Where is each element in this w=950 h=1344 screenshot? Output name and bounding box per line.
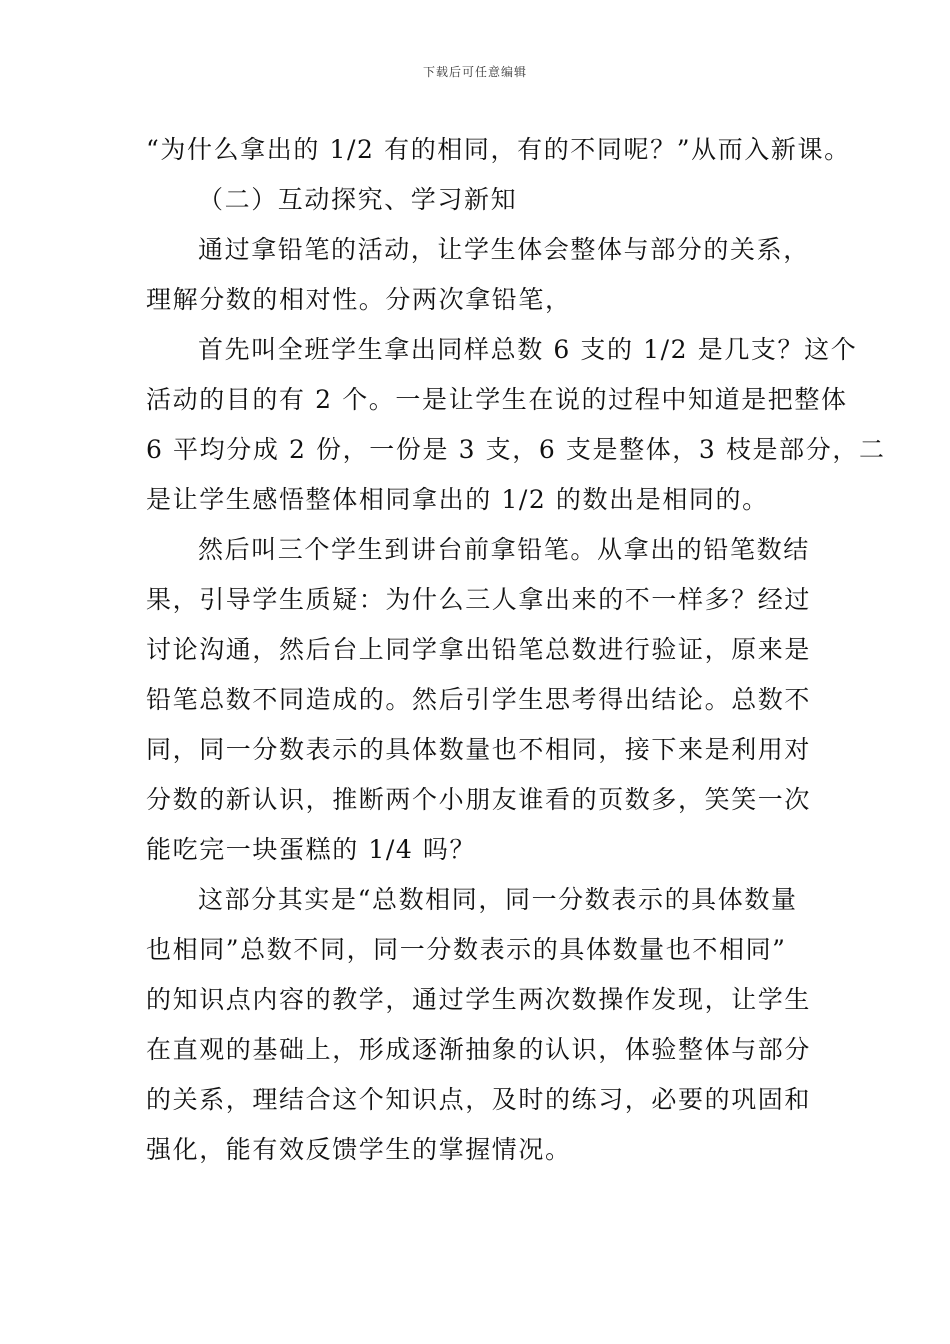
text-line-17: 也相同”总数不同，同一分数表示的具体数量也不相同”	[146, 935, 787, 964]
text-line-13: 同，同一分数表示的具体数量也不相同，接下来是利用对	[146, 735, 812, 764]
text-line-4: 理解分数的相对性。分两次拿铅笔，	[146, 285, 572, 314]
text-line-19: 在直观的基础上，形成逐渐抽象的认识，体验整体与部分	[146, 1035, 812, 1064]
text-line-3: 通过拿铅笔的活动，让学生体会整体与部分的关系，	[198, 235, 810, 264]
text-line-18: 的知识点内容的教学，通过学生两次数操作发现，让学生	[146, 985, 812, 1014]
text-line-7: 6 平均分成 2 份，一份是 3 支，6 支是整体，3 枝是部分，二	[146, 435, 886, 464]
section-heading: （二）互动探究、学习新知	[198, 185, 518, 214]
text-line-16: 这部分其实是“总数相同，同一分数表示的具体数量	[198, 885, 798, 914]
text-line-6: 活动的目的有 2 个。一是让学生在说的过程中知道是把整体	[146, 385, 848, 414]
text-line-15: 能吃完一块蛋糕的 1/4 吗？	[146, 835, 477, 864]
text-line-20: 的关系，理结合这个知识点，及时的练习，必要的巩固和	[146, 1085, 812, 1114]
text-line-9: 然后叫三个学生到讲台前拿铅笔。从拿出的铅笔数结	[198, 535, 810, 564]
text-line-10: 果，引导学生质疑：为什么三人拿出来的不一样多？经过	[146, 585, 812, 614]
page-header: 下载后可任意编辑	[422, 65, 527, 79]
text-line-1: “为什么拿出的 1/2 有的相同，有的不同呢？”从而入新课。	[146, 135, 851, 164]
text-line-12: 铅笔总数不同造成的。然后引学生思考得出结论。总数不	[146, 685, 812, 714]
text-line-11: 讨论沟通，然后台上同学拿出铅笔总数进行验证，原来是	[146, 635, 812, 664]
text-line-8: 是让学生感悟整体相同拿出的 1/2 的数出是相同的。	[146, 485, 769, 514]
text-line-5: 首先叫全班学生拿出同样总数 6 支的 1/2 是几支？这个	[198, 335, 858, 364]
text-line-21: 强化，能有效反馈学生的掌握情况。	[146, 1135, 572, 1164]
text-line-14: 分数的新认识，推断两个小朋友谁看的页数多，笑笑一次	[146, 785, 812, 814]
